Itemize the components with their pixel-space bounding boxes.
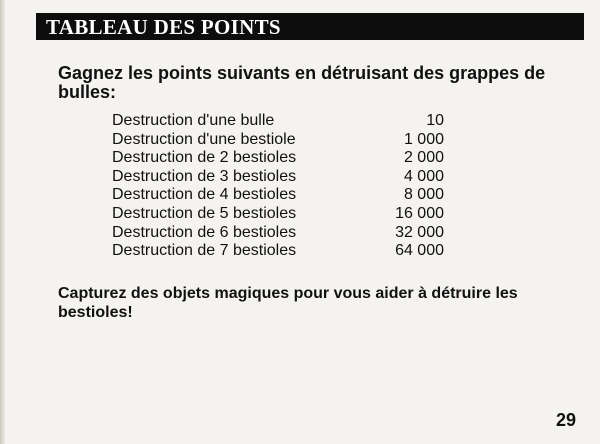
row-label: Destruction de 2 bestioles [112, 149, 297, 167]
row-points: 1 000 [403, 130, 444, 148]
row-points: 8 000 [403, 186, 444, 204]
page-number: 29 [555, 410, 576, 430]
row-label: Destruction d'une bestiole [112, 130, 296, 148]
table-row [112, 224, 444, 243]
row-label: Destruction de 4 bestioles [112, 186, 297, 204]
points-table [112, 112, 444, 261]
row-points: 16 000 [395, 204, 444, 222]
table-row [112, 205, 444, 224]
table-row [112, 112, 444, 131]
row-label: Destruction de 3 bestioles [112, 167, 297, 185]
page-edge [0, 0, 5, 444]
row-points: 2 000 [403, 149, 444, 167]
row-points: 64 000 [395, 242, 444, 260]
intro-text: Gagnez les points suivants en détruisant des grappes de bulles: [58, 63, 546, 102]
row-label: Destruction de 5 bestioles [112, 204, 297, 222]
row-label: Destruction de 7 bestioles [112, 242, 297, 260]
row-points: 10 [426, 112, 444, 129]
table-row [112, 168, 444, 187]
table-row [112, 149, 444, 168]
section-title: TABLEAU DES POINTS [46, 15, 281, 39]
outro-text: Capturez des objets magiques pour vous aider à détruire les bestioles! [58, 285, 518, 321]
row-label: Destruction de 6 bestioles [112, 223, 297, 241]
table-row [112, 131, 444, 150]
table-row [112, 186, 444, 205]
table-row [112, 242, 444, 261]
row-points: 32 000 [395, 223, 444, 241]
row-label: Destruction d'une bulle [112, 112, 275, 129]
section-title-bar [36, 13, 584, 40]
row-points: 4 000 [403, 167, 444, 185]
